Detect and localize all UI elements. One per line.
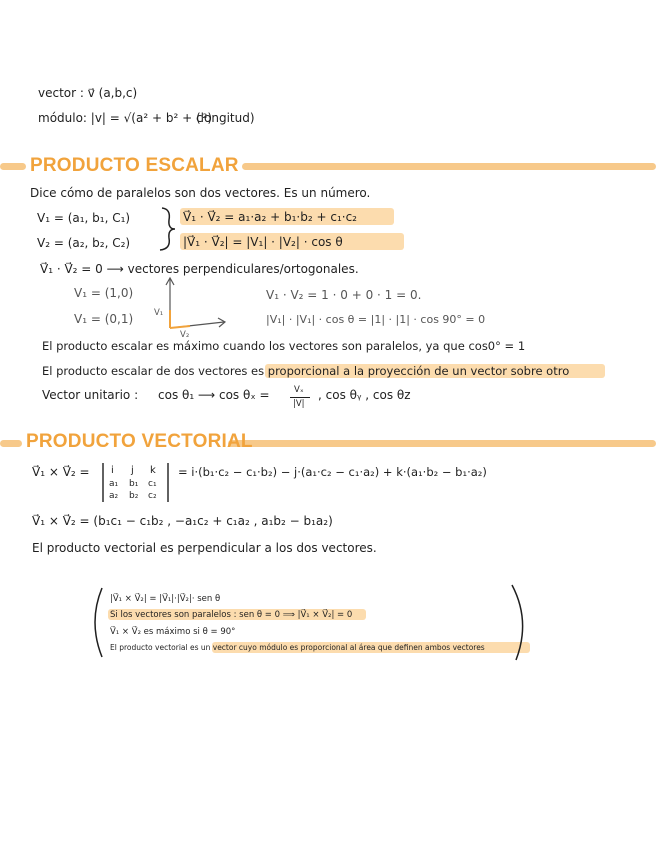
dot-formula-modulus: |V⃗₁ · V⃗₂| = |V₁| · |V₂| · cos θ (183, 235, 343, 249)
dot-formula-components: V⃗₁ · V⃗₂ = a₁·a₂ + b₁·b₂ + c₁·c₂ (183, 210, 357, 224)
unit-fraction-denominator: |V| (293, 399, 305, 409)
det-r2-c3: c₁ (148, 479, 157, 489)
example-v1: V₁ = (1,0) (74, 286, 134, 300)
det-r2-c2: b₁ (129, 479, 139, 489)
cross-product-components: V⃗₁ × V⃗₂ = (b₁c₁ − c₁b₂ , −a₁c₂ + c₁a₂ , a₁b₂ − b₁a₂) (32, 514, 333, 528)
cross-product-lhs: V⃗₁ × V⃗₂ = (32, 465, 90, 479)
det-r1-c2: j (131, 465, 134, 476)
note-maximum: V⃗₁ × V⃗₂ es máximo si θ = 90° (110, 627, 236, 637)
det-r2-c1: a₁ (109, 479, 119, 489)
note-area: El producto vectorial es un vector cuyo módulo es proporcional al área que definen ambos vectores (110, 643, 485, 652)
escalar-description: Dice cómo de paralelos son dos vectores. Es un número. (30, 186, 371, 200)
section-title-escalar: PRODUCTO ESCALAR (30, 155, 239, 176)
module-definition: módulo: |v| = √(a² + b² + c²) (38, 111, 213, 125)
example-result-1: V₁ · V₂ = 1 · 0 + 0 · 1 = 0. (266, 288, 422, 302)
vector-v2: V₂ = (a₂, b₂, C₂) (37, 236, 131, 250)
unit-fraction-bar (290, 397, 310, 398)
section-title-vectorial: PRODUCTO VECTORIAL (26, 431, 253, 452)
det-r1-c1: i (111, 465, 114, 476)
unit-vector-rest: , cos θᵧ , cos θz (318, 388, 411, 402)
module-note: (longitud) (196, 111, 255, 125)
det-r3-c2: b₂ (129, 491, 139, 501)
note-parallel: Si los vectores son paralelos : sen θ = 0 ⟹ |V⃗₁ × V⃗₂| = 0 (110, 610, 353, 620)
unit-vector-formula: cos θ₁ ⟶ cos θₓ = (158, 388, 270, 402)
example-result-2: |V₁| · |V₁| · cos θ = |1| · |1| · cos 90° = 0 (266, 313, 486, 326)
note-cross-modulus: |V⃗₁ × V⃗₂| = |V⃗₁|·|V⃗₂|· sen θ (110, 594, 221, 604)
axis-label-v2: V₂ (180, 330, 190, 340)
axis-label-v1: V₁ (154, 308, 164, 318)
det-r3-c3: c₂ (148, 491, 157, 501)
projection-note: El producto escalar de dos vectores es proporcional a la proyección de un vector sobre otro (42, 364, 570, 378)
unit-fraction-numerator: Vₓ (294, 385, 304, 395)
vector-v1: V₁ = (a₁, b₁, C₁) (37, 211, 131, 225)
cross-product-rhs: = i·(b₁·c₂ − c₁·b₂) − j·(a₁·c₂ − c₁·a₂) + k·(a₁·b₂ − b₁·a₂) (178, 465, 487, 479)
unit-vector-label: Vector unitario : (42, 388, 139, 402)
det-r3-c1: a₂ (109, 491, 119, 501)
perpendicular-condition: V⃗₁ · V⃗₂ = 0 ⟶ vectores perpendiculares/ortogonales. (40, 262, 359, 276)
max-condition: El producto escalar es máximo cuando los vectores son paralelos, ya que cos0° = 1 (42, 339, 526, 353)
vector-definition: vector : v⃗ (a,b,c) (38, 86, 138, 100)
cross-perpendicular-note: El producto vectorial es perpendicular a los dos vectores. (32, 541, 377, 555)
example-v2: V₁ = (0,1) (74, 312, 134, 326)
det-r1-c3: k (150, 465, 156, 476)
